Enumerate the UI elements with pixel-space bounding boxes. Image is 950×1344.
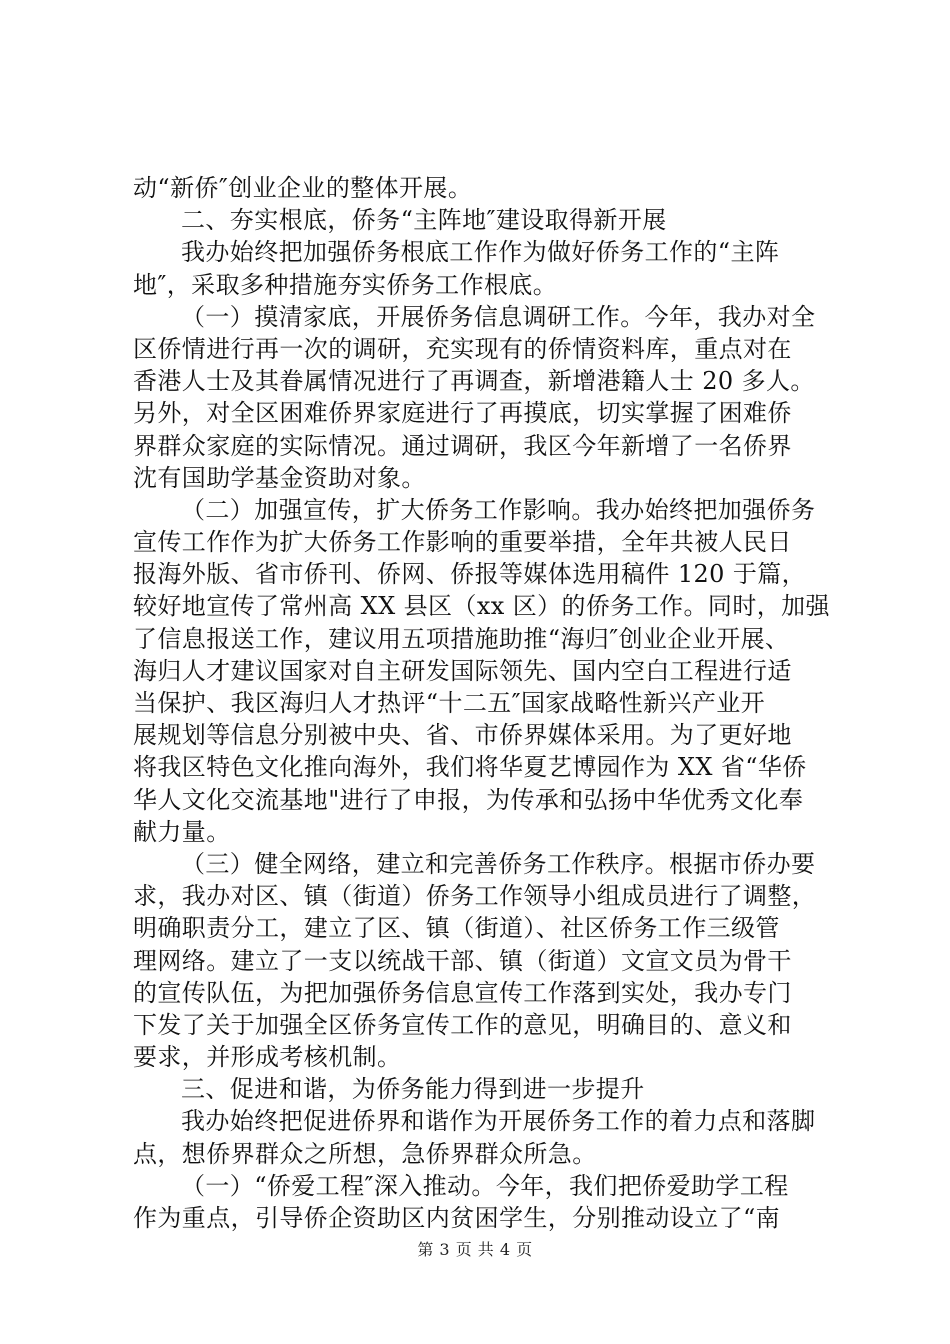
text-line: 较好地宣传了常州高 XX 县区（xx 区）的侨务工作。同时，加强 bbox=[133, 592, 830, 621]
text-line: 宣传工作作为扩大侨务工作影响的重要举措，全年共被人民日 bbox=[133, 528, 792, 557]
page-footer: 第 3 页 共 4 页 bbox=[417, 1240, 533, 1259]
text-line: 沈有国助学基金资助对象。 bbox=[133, 463, 426, 492]
text-line: 求，我办对区、镇（街道）侨务工作领导小组成员进行了调整， bbox=[133, 882, 817, 911]
text-line: （一）摸清家底，开展侨务信息调研工作。今年，我办对全 bbox=[181, 302, 816, 331]
text-line: 区侨情进行再一次的调研，充实现有的侨情资料库，重点对在 bbox=[133, 334, 792, 363]
document-body bbox=[133, 172, 833, 1234]
text-line: 报海外版、省市侨刊、侨网、侨报等媒体选用稿件 120 于篇， bbox=[133, 560, 807, 589]
text-line: 三、促进和谐，为侨务能力得到进一步提升 bbox=[181, 1075, 645, 1104]
text-line: 海归人才建议国家对自主研发国际领先、国内空白工程进行适 bbox=[133, 656, 792, 685]
text-line: 要求，并形成考核机制。 bbox=[133, 1043, 402, 1072]
text-line: （一）“侨爱工程″深入推动。今年，我们把侨爱助学工程 bbox=[181, 1171, 789, 1200]
text-line: 明确职责分工，建立了区、镇（街道）、社区侨务工作三级管 bbox=[133, 914, 780, 943]
text-line: 献力量。 bbox=[133, 817, 231, 846]
text-line: 我办始终把促进侨界和谐作为开展侨务工作的着力点和落脚 bbox=[181, 1107, 816, 1136]
text-line: 了信息报送工作，建议用五项措施助推“海归″创业企业开展、 bbox=[133, 624, 790, 653]
text-line: 界群众家庭的实际情况。通过调研，我区今年新增了一名侨界 bbox=[133, 431, 792, 460]
text-line: 点，想侨界群众之所想，急侨界群众所急。 bbox=[133, 1139, 597, 1168]
text-line: 下发了关于加强全区侨务宣传工作的意见，明确目的、意义和 bbox=[133, 1010, 792, 1039]
text-line: 理网络。建立了一支以统战干部、镇（街道）文宣文员为骨干 bbox=[133, 946, 792, 975]
text-line: 香港人士及其眷属情况进行了再调查，新增港籍人士 20 多人。 bbox=[133, 367, 815, 396]
text-line: 当保护、我区海归人才热评“十二五″国家战略性新兴产业开 bbox=[133, 689, 766, 717]
text-line: 动“新侨″创业企业的整体开展。 bbox=[133, 174, 473, 202]
text-line: 我办始终把加强侨务根底工作作为做好侨务工作的“主阵 bbox=[181, 238, 780, 267]
text-line: （三）健全网络，建立和完善侨务工作秩序。根据市侨办要 bbox=[181, 849, 816, 878]
text-line: （二）加强宣传，扩大侨务工作影响。我办始终把加强侨务 bbox=[181, 495, 816, 524]
text-line: 二、夯实根底，侨务“主阵地″建设取得新开展 bbox=[181, 206, 667, 235]
text-line: 华人文化交流基地"进行了申报，为传承和弘扬中华优秀文化奉 bbox=[133, 785, 804, 814]
text-line: 将我区特色文化推向海外，我们将华夏艺博园作为 XX 省“华侨 bbox=[133, 753, 807, 782]
text-line: 作为重点，引导侨企资助区内贫困学生，分别推动设立了“南 bbox=[133, 1204, 781, 1232]
text-line: 另外，对全区困难侨界家庭进行了再摸底，切实掌握了困难侨 bbox=[133, 399, 792, 428]
text-line: 的宣传队伍，为把加强侨务信息宣传工作落到实处，我办专门 bbox=[133, 978, 792, 1007]
text-line: 地″，采取多种措施夯实侨务工作根底。 bbox=[133, 270, 558, 299]
text-line: 展规划等信息分别被中央、省、市侨界媒体采用。为了更好地 bbox=[133, 721, 792, 750]
